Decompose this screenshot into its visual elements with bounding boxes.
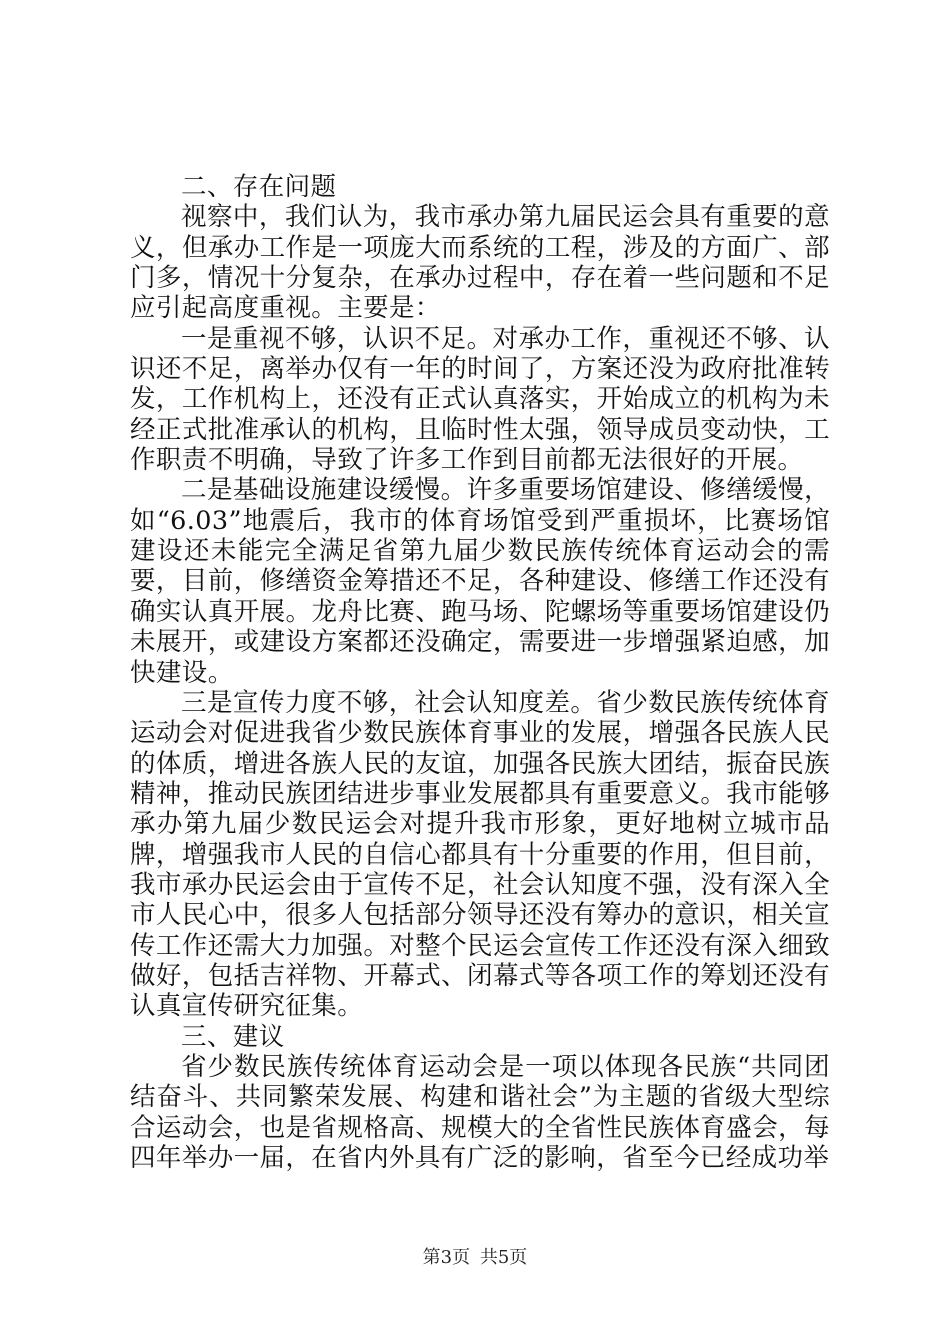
paragraph-problem-3: 三是宣传力度不够，社会认知度差。省少数民族传统体育运动会对促进我省少数民族体育事业的发展，增强各民族人民的体质，增进各族人民的友谊，加强各民族大团结，振奋民族精神，推动民族团结进步事业发展都具有重要意义。我市能够承办第九届少数民运会对提升我市形象，更好地树立城市品牌，增强我市人民的自信心都具有十分重要的作用，但目前，我市承办民运会由于宣传不足，社会认知度不强，没有深入全市人民心中，很多人包括部分领导还没有筹办的意识，相关宣传工作还需大力加强。对整个民运会宣传工作还没有深入细致做好，包括吉祥物、开幕式、闭幕式等各项工作的筹划还没有认真宣传研究征集。 [130,687,830,1022]
section-heading-problems: 二、存在问题 [181,172,337,202]
paragraph-suggestion-intro: 省少数民族传统体育运动会是一项以体现各民族“共同团结奋斗、共同繁荣发展、构建和谐社会”为主题的省级大型综合运动会，也是省规格高、规模大的全省性民族体育盛会，每四年举办一届，在省内外具有广泛的影响，省至今已经成功举 [130,1051,830,1173]
page-number: 第3页 [422,1247,471,1268]
page-total: 共5页 [479,1247,528,1268]
page-footer [0,1243,950,1269]
paragraph-problem-2: 二是基础设施建设缓慢。许多重要场馆建设、修缮缓慢，如“6.03”地震后，我市的体育场馆受到严重损坏，比赛场馆建设还未能完全满足省第九届少数民族传统体育运动会的需要，目前，修缮资金筹措还不足，各种建设、修缮工作还没有确实认真开展。龙舟比赛、跑马场、陀螺场等重要场馆建设仍未展开，或建设方案都还没确定，需要进一步增强紧迫感，加快建设。 [130,475,830,688]
paragraph-intro: 视察中，我们认为，我市承办第九届民运会具有重要的意义，但承办工作是一项庞大而系统的工程，涉及的方面广、部门多，情况十分复杂，在承办过程中，存在着一些问题和不足应引起高度重视。主要是： [130,202,830,324]
document-body [130,172,830,1173]
paragraph-problem-1: 一是重视不够，认识不足。对承办工作，重视还不够、认识还不足，离举办仅有一年的时间了，方案还没为政府批准转发，工作机构上，还没有正式认真落实，开始成立的机构为未经正式批准承认的机构，且临时性太强，领导成员变动快，工作职责不明确，导致了许多工作到目前都无法很好的开展。 [130,323,830,476]
section-heading-suggestions: 三、建议 [181,1021,285,1052]
